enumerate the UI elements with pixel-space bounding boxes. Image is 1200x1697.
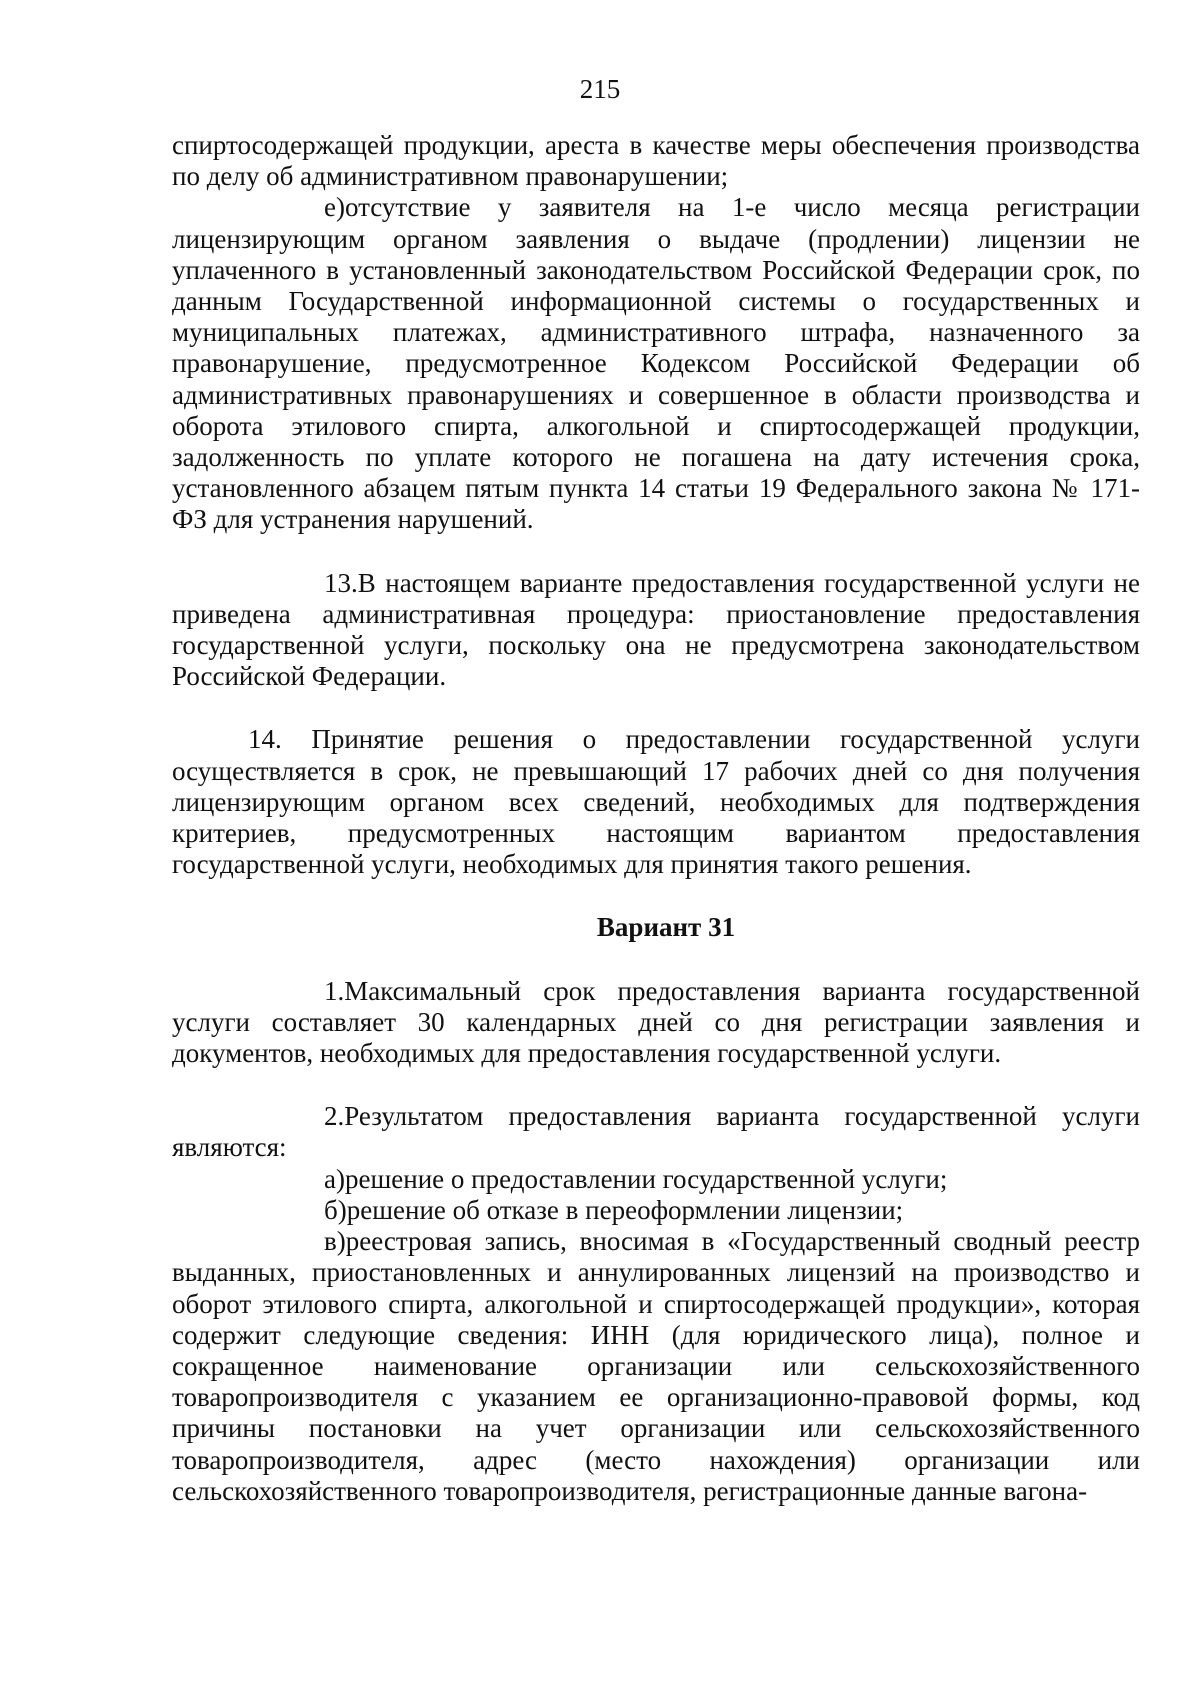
paragraph-number: 2. bbox=[324, 1101, 345, 1132]
sub-item-label: а) bbox=[324, 1163, 345, 1194]
variant-paragraph-1 bbox=[172, 976, 1140, 1070]
sub-item-b bbox=[172, 1195, 1140, 1226]
paragraph-text: В настоящем варианте предоставления государственной услуги не приведена административная процедура: приостановление предоставления государственной услуги, поскольку она не предусмотрена законодательством Российской Федерации. bbox=[172, 567, 1140, 692]
paragraph-text: Максимальный срок предоставления варианта государственной услуги составляет 30 календарных дней со дня регистрации заявления и документов, необходимых для предоставления государственной услуги. bbox=[172, 975, 1140, 1069]
sub-item-text: реестровая запись, вносимая в «Государственный сводный реестр выданных, приостановленных и аннулированных лицензий на производство и оборот этилового спирта, алкогольной и спиртосодержащей продукции», которая содержит следующие сведения: ИНН (для юридического лица), полное и сокращенное наименование организации или сельскохозяйственного товаропроизводителя с указанием ее организационно-правовой формы, код причины постановки на учет организации или сельскохозяйственного товаропроизводителя, адрес (место нахождения) организации или сельскохозяйственного товаропроизводителя, регистрационные данные вагона- bbox=[172, 1226, 1140, 1506]
sub-item-text: решение об отказе в переоформлении лицензии; bbox=[346, 1194, 904, 1225]
spacer bbox=[172, 692, 1140, 724]
paragraph-continuation: спиртосодержащей продукции, ареста в качестве меры обеспечения производства по делу об административном правонарушении; bbox=[172, 130, 1140, 192]
sub-item-a bbox=[172, 1164, 1140, 1195]
list-item-text: отсутствие у заявителя на 1-е число месяца регистрации лицензирующим органом заявления о выдаче (продлении) лицензии не уплаченного в установленный законодательством Российской Федерации срок, по данным Государственной информационной системы о государственных и муниципальных платежах, административного штрафа, назначенного за правонарушение, предусмотренное Кодексом Российской Федерации об административных правонарушениях и совершенное в области производства и оборота этилового спирта, алкогольной и спиртосодержащей продукции, задолженность по уплате которого не погашена на дату истечения срока, установленного абзацем пятым пункта 14 статьи 19 Федерального закона № 171-ФЗ для устранения нарушений. bbox=[172, 192, 1140, 535]
paragraph-text: Результатом предоставления варианта государственной услуги являются: bbox=[172, 1101, 1140, 1163]
sub-item-label: в) bbox=[324, 1226, 346, 1257]
paragraph-14 bbox=[172, 724, 1140, 880]
paragraph-text: Принятие решения о предоставлении государственной услуги осуществляется в срок, не превышающий 17 рабочих дней со дня получения лицензирующим органом всех сведений, необходимых для подтверждения критериев, предусмотренных настоящим вариантом предоставления государственной услуги, необходимых для принятия такого решения. bbox=[172, 724, 1140, 880]
sub-item-v bbox=[172, 1226, 1140, 1507]
paragraph-number: 13. bbox=[324, 567, 358, 598]
paragraph-13 bbox=[172, 568, 1140, 693]
variant-paragraph-2 bbox=[172, 1101, 1140, 1163]
page-number: 215 bbox=[579, 74, 621, 104]
document-body bbox=[172, 130, 1140, 1507]
section-heading: Вариант 31 bbox=[596, 912, 736, 943]
list-item-e bbox=[172, 192, 1140, 535]
spacer bbox=[172, 944, 1140, 976]
sub-item-label: б) bbox=[324, 1194, 347, 1225]
paragraph-number: 14. bbox=[248, 724, 282, 755]
list-item-label: е) bbox=[324, 192, 345, 223]
sub-item-text: решение о предоставлении государственной услуги; bbox=[344, 1163, 948, 1194]
spacer bbox=[172, 1069, 1140, 1101]
paragraph-number: 1. bbox=[324, 975, 345, 1006]
spacer bbox=[172, 536, 1140, 568]
spacer bbox=[172, 880, 1140, 912]
